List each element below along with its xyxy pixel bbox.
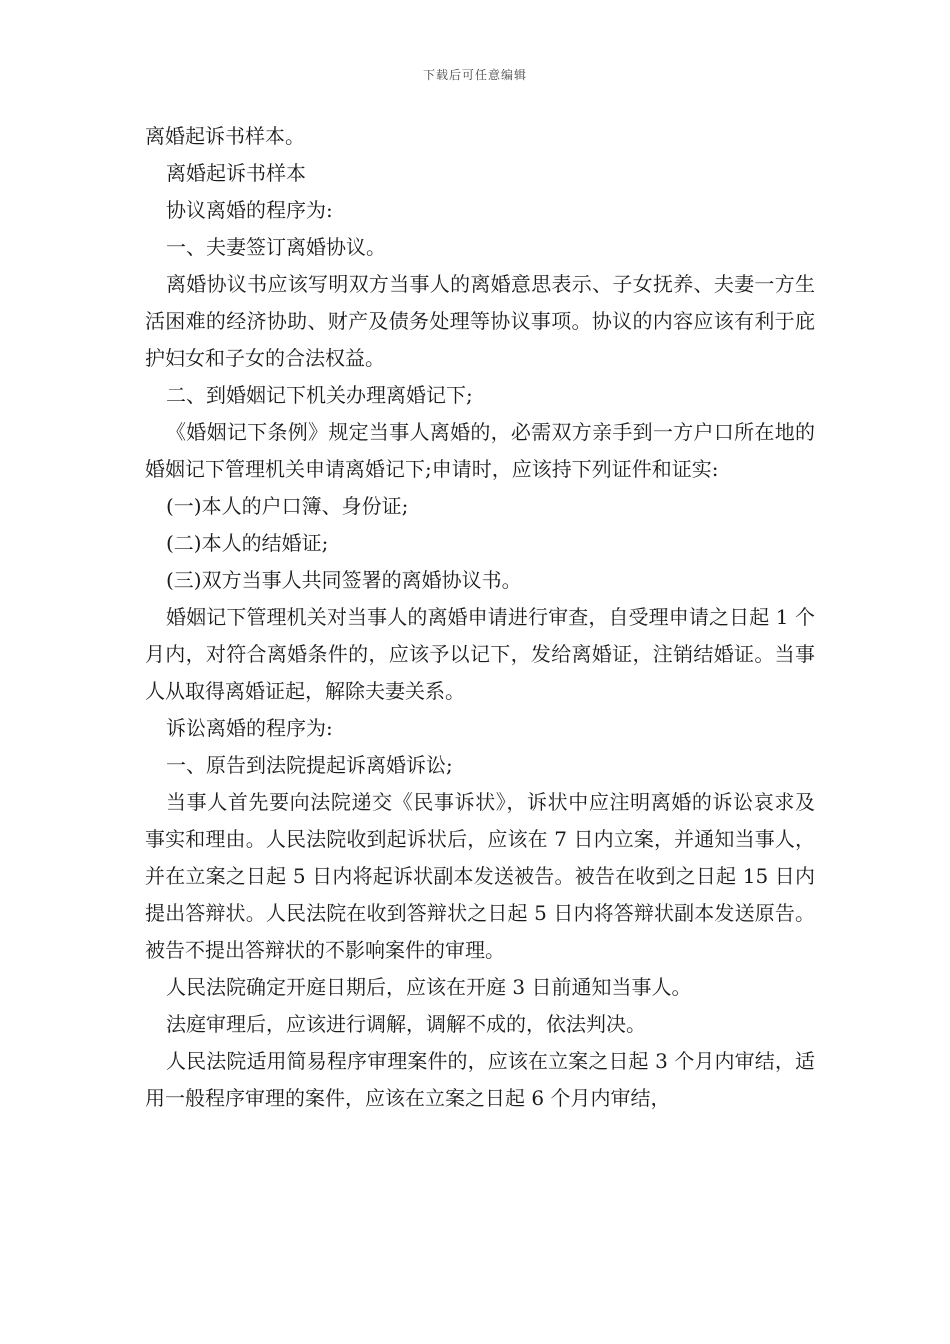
- step-heading: 一、原告到法院提起诉离婚诉讼;: [166, 753, 453, 777]
- paragraph: 人民法院确定开庭日期后，应该在开庭 3 日前通知当事人。: [166, 975, 692, 999]
- paragraph: 当事人首先要向法院递交《民事诉状》，诉状中应注明离婚的诉讼哀求及事实和理由。人民法院收到起诉状后，应该在 7 日内立案，并通知当事人，并在立案之日起 5 日内将起诉状副本发送被告。被告在收到之日起 15 日内提出答辩状。人民法院在收到答辩状之日起 5 日内将答辩状副本发送原告。被告不提出答辩状的不影响案件的审理。: [145, 790, 815, 962]
- document-body: [145, 118, 815, 1117]
- step-heading: 二、到婚姻记下机关办理离婚记下;: [166, 383, 473, 407]
- list-item: (二)本人的结婚证;: [166, 531, 329, 555]
- paragraph: 婚姻记下管理机关对当事人的离婚申请进行审查，自受理申请之日起 1 个月内，对符合离婚条件的，应该予以记下，发给离婚证，注销结婚证。当事人从取得离婚证起，解除夫妻关系。: [145, 605, 815, 703]
- paragraph: 《婚姻记下条例》规定当事人离婚的，必需双方亲手到一方户口所在地的婚姻记下管理机关申请离婚记下;申请时，应该持下列证件和证实:: [145, 420, 815, 481]
- section-heading: 协议离婚的程序为:: [166, 198, 333, 222]
- list-item: (三)双方当事人共同签署的离婚协议书。: [166, 568, 522, 592]
- page-header-note: 下载后可任意编辑: [422, 68, 527, 82]
- paragraph: 离婚起诉书样本: [166, 161, 306, 185]
- paragraph: 法庭审理后，应该进行调解，调解不成的，依法判决。: [166, 1012, 646, 1036]
- step-heading: 一、夫妻签订离婚协议。: [166, 235, 386, 259]
- doc-title: 离婚起诉书样本。: [145, 124, 305, 148]
- paragraph: 人民法院适用简易程序审理案件的，应该在立案之日起 3 个月内审结，适用一般程序审理的案件，应该在立案之日起 6 个月内审结，: [145, 1049, 815, 1110]
- list-item: (一)本人的户口簿、身份证;: [166, 494, 409, 518]
- section-heading: 诉讼离婚的程序为:: [166, 716, 333, 740]
- paragraph: 离婚协议书应该写明双方当事人的离婚意思表示、子女抚养、夫妻一方生活困难的经济协助、财产及债务处理等协议事项。协议的内容应该有利于庇护妇女和子女的合法权益。: [145, 272, 815, 370]
